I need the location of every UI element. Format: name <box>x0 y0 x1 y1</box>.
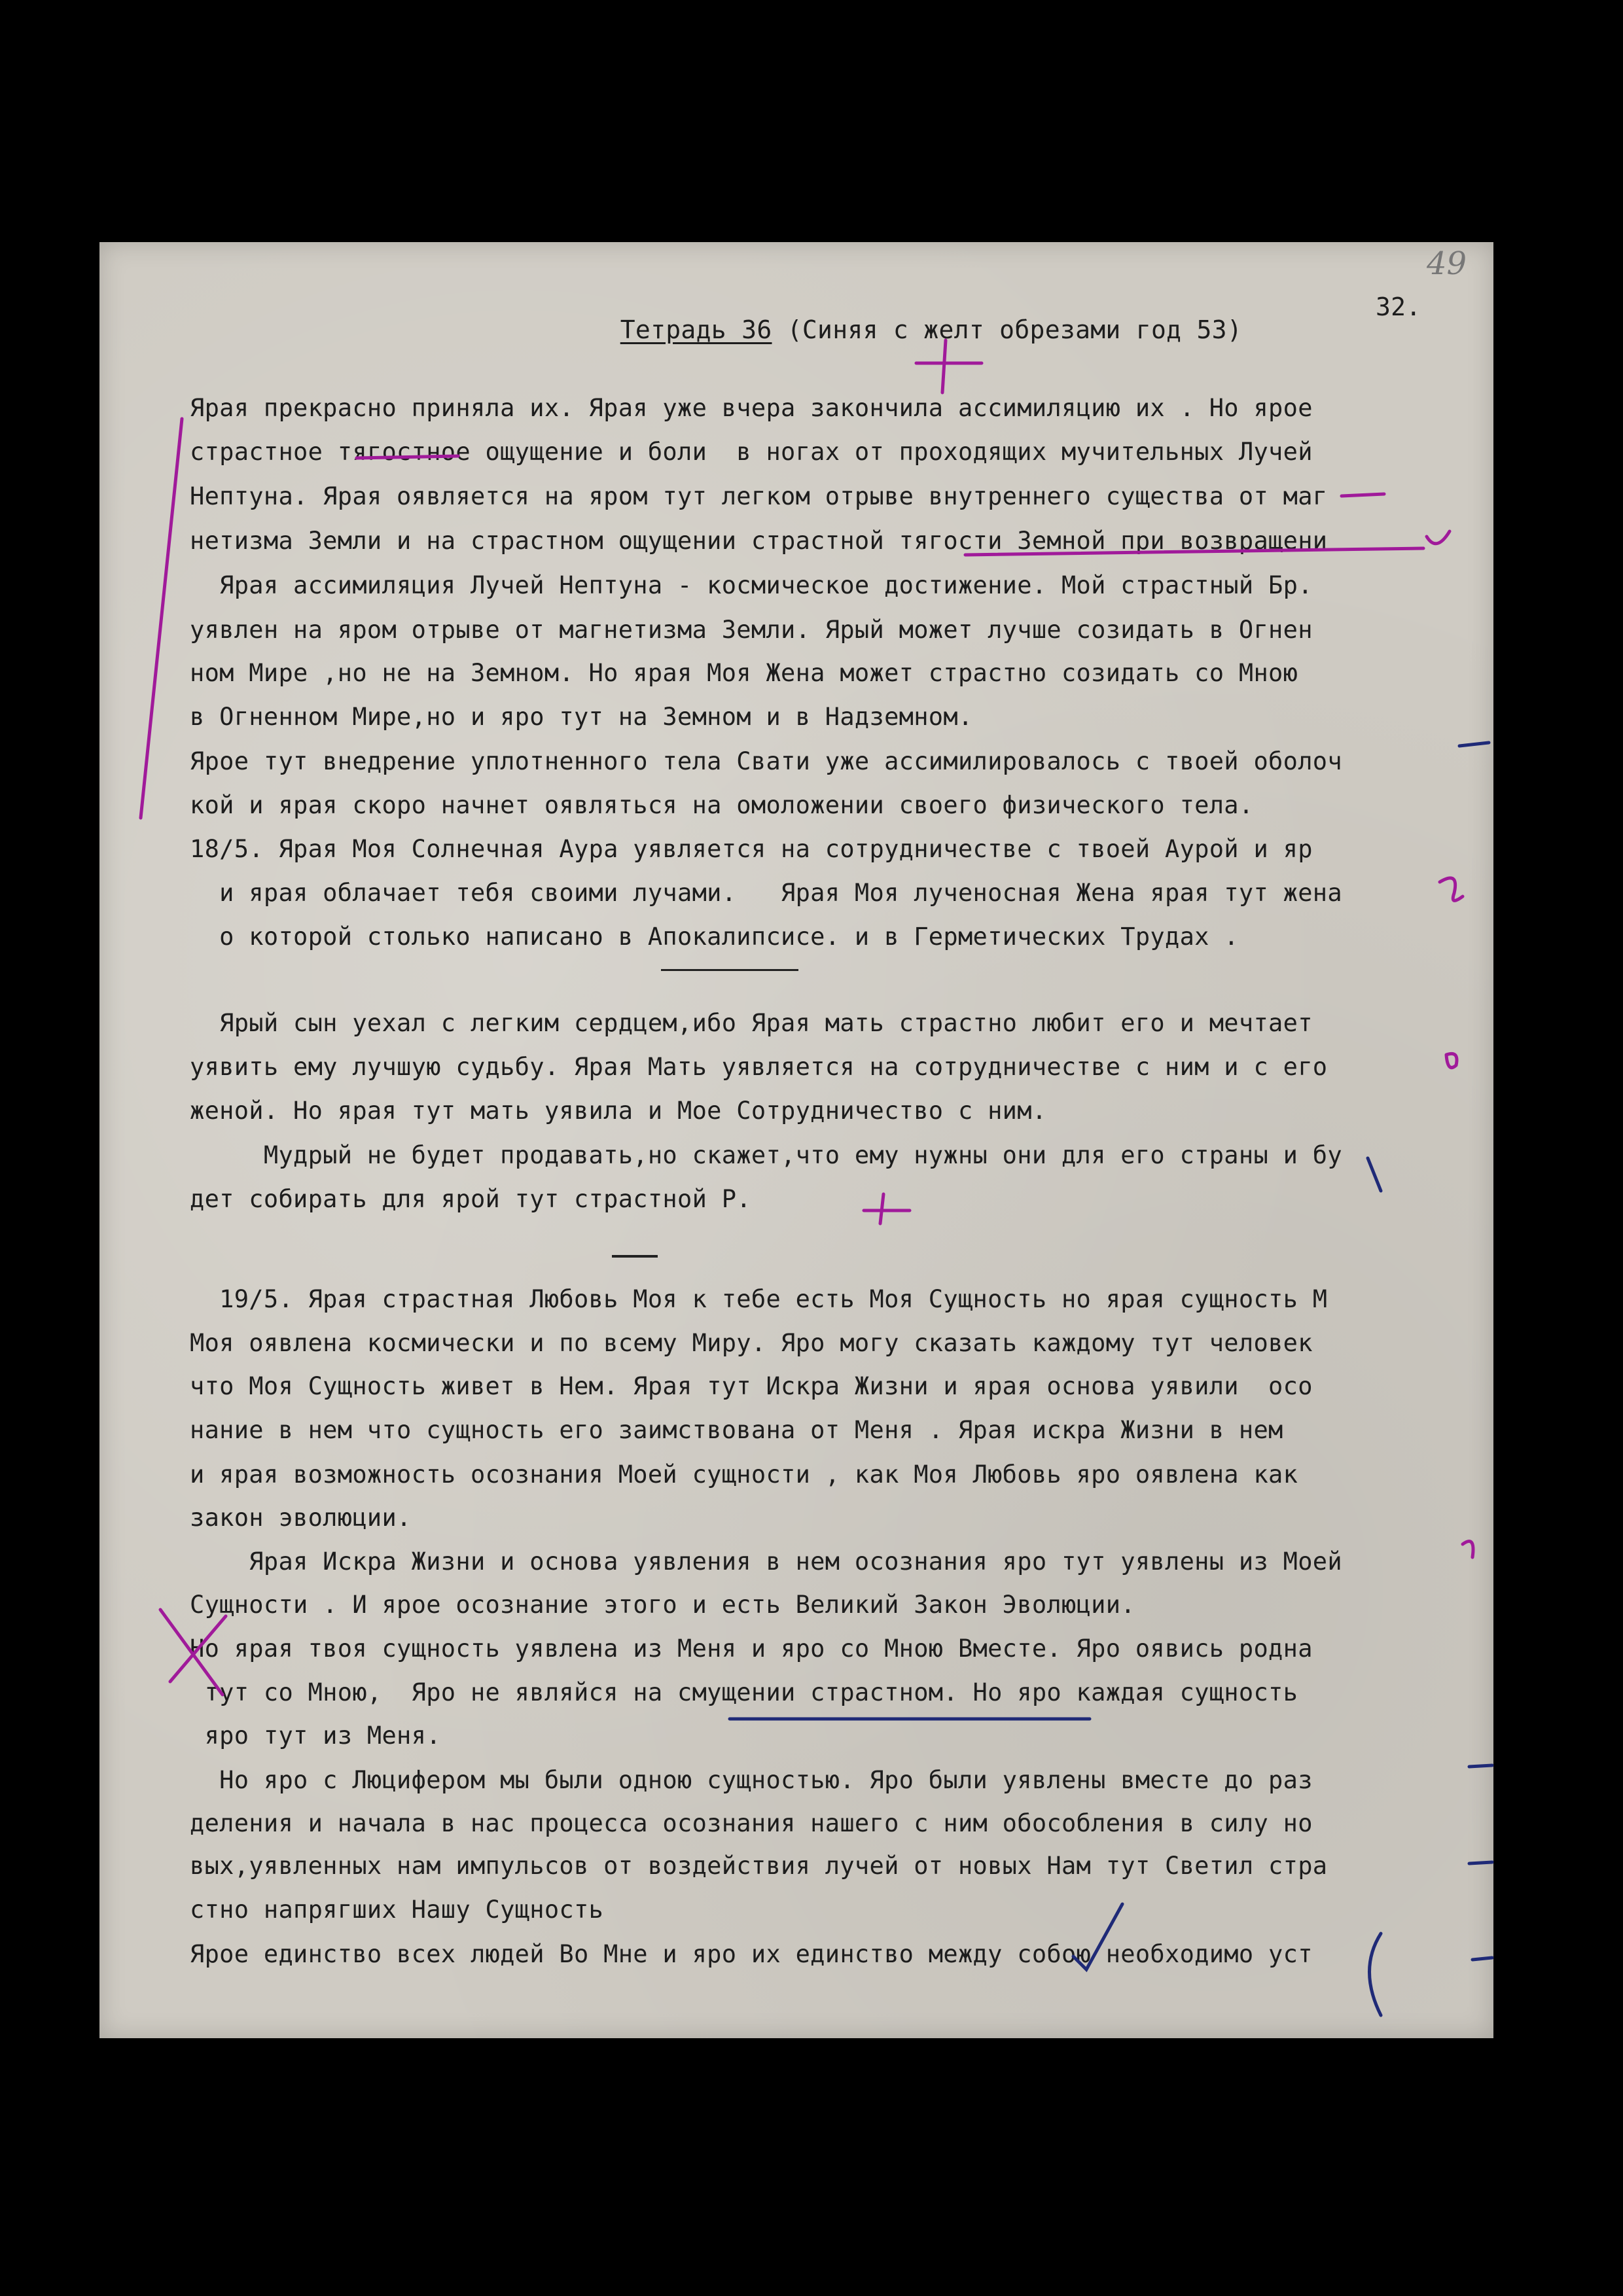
text-line: женой. Но ярая тут мать уявила и Мое Сотрудничество с ним. <box>190 1097 1047 1125</box>
text-line: Ярое единство всех людей Во Мне и яро их единство между собою необходимо уст <box>190 1940 1313 1968</box>
text-line: что Моя Сущность живет в Нем. Ярая тут Искра Жизни и ярая основа уявили осо <box>190 1372 1313 1400</box>
separator-line <box>661 969 798 971</box>
text-line: 18/5. Ярая Моя Солнечная Аура уявляется на сотрудничестве с твоей Аурой и яр <box>190 835 1313 863</box>
text-line: Моя оявлена космически и по всему Миру. Яро могу сказать каждому тут человек <box>190 1329 1313 1357</box>
text-line: нетизма Земли и на страстном ощущении страстной тягости Земной при возвращени <box>190 527 1328 555</box>
text-line: страстное тягостное ощущение и боли в ногах от проходящих мучительных Лучей <box>190 438 1313 466</box>
text-line: деления и начала в нас процесса осознания нашего с ним обособления в силу но <box>190 1809 1313 1837</box>
text-line: Ярая Искра Жизни и основа уявления в нем осознания яро тут уявлены из Моей <box>190 1547 1342 1576</box>
text-line: закон эволюции. <box>190 1504 412 1532</box>
page-subtitle: (Синяя с желт обрезами год 53) <box>787 315 1243 344</box>
text-line: в Огненном Мире,но и яро тут на Земном и в Надземном. <box>190 703 973 731</box>
text-line: Ярая прекрасно приняла их. Ярая уже вчера закончила ассимиляцию их . Но ярое <box>190 394 1313 422</box>
text-line: уявлен на яром отрыве от магнетизма Земли. Ярый может лучше созидать в Огнен <box>190 616 1313 644</box>
text-line: Мудрый не будет продавать,но скажет,что ему нужны они для его страны и бу <box>190 1141 1342 1169</box>
text-line: Сущности . И ярое осознание этого и есть Великий Закон Эволюции. <box>190 1591 1135 1619</box>
text-line: вых,уявленных нам импульсов от воздействия лучей от новых Нам тут Светил стра <box>190 1852 1328 1880</box>
page-number: 32. <box>1376 292 1421 321</box>
text-line: о которой столько написано в Апокалипсисе. и в Герметических Трудах . <box>190 923 1239 951</box>
text-line: 19/5. Ярая страстная Любовь Моя к тебе есть Моя Сущность но ярая сущность М <box>190 1285 1328 1313</box>
text-line: стно напрягших Нашу Сущность <box>190 1896 604 1924</box>
separator-short <box>612 1255 658 1258</box>
text-line: Ярая ассимиляция Лучей Нептуна - космическое достижение. Мой страстный Бр. <box>190 571 1313 599</box>
text-line: и ярая облачает тебя своими лучами. Ярая Моя лученосная Жена ярая тут жена <box>190 879 1342 907</box>
handwritten-page-number: 49 <box>1427 245 1467 282</box>
text-line: Ярый сын уехал с легким сердцем,ибо Ярая мать страстно любит его и мечтает <box>190 1009 1313 1037</box>
text-line: кой и ярая скоро начнет оявляться на омоложении своего физического тела. <box>190 791 1254 819</box>
page-title: Тетрадь 36 <box>620 315 772 344</box>
text-line: уявить ему лучшую судьбу. Ярая Мать уявляется на сотрудничестве с ним и с его <box>190 1053 1328 1081</box>
text-line: нание в нем что сущность его заимствована от Меня . Ярая искра Жизни в нем <box>190 1416 1283 1444</box>
header-line <box>560 292 1242 367</box>
text-line: тут со Мною, Яро не являйся на смущении страстном. Но яро каждая сущность <box>190 1678 1298 1706</box>
text-line: ном Мире ,но не на Земном. Но ярая Моя Жена может страстно созидать со Мною <box>190 659 1298 687</box>
text-line: Нептуна. Ярая оявляется на яром тут легком отрыве внутреннего существа от маг <box>190 482 1328 510</box>
text-line: и ярая возможность осознания Моей сущности , как Моя Любовь яро оявлена как <box>190 1460 1298 1489</box>
text-line: Но яро с Люцифером мы были одною сущностью. Яро были уявлены вместе до раз <box>190 1766 1313 1794</box>
text-line: Но ярая твоя сущность уявлена из Меня и яро со Мною Вместе. Яро оявись родна <box>190 1634 1313 1663</box>
text-line: яро тут из Меня. <box>190 1722 441 1750</box>
text-line: Ярое тут внедрение уплотненного тела Свати уже ассимилировалось с твоей оболоч <box>190 747 1342 775</box>
text-line: дет собирать для ярой тут страстной Р. <box>190 1185 751 1213</box>
